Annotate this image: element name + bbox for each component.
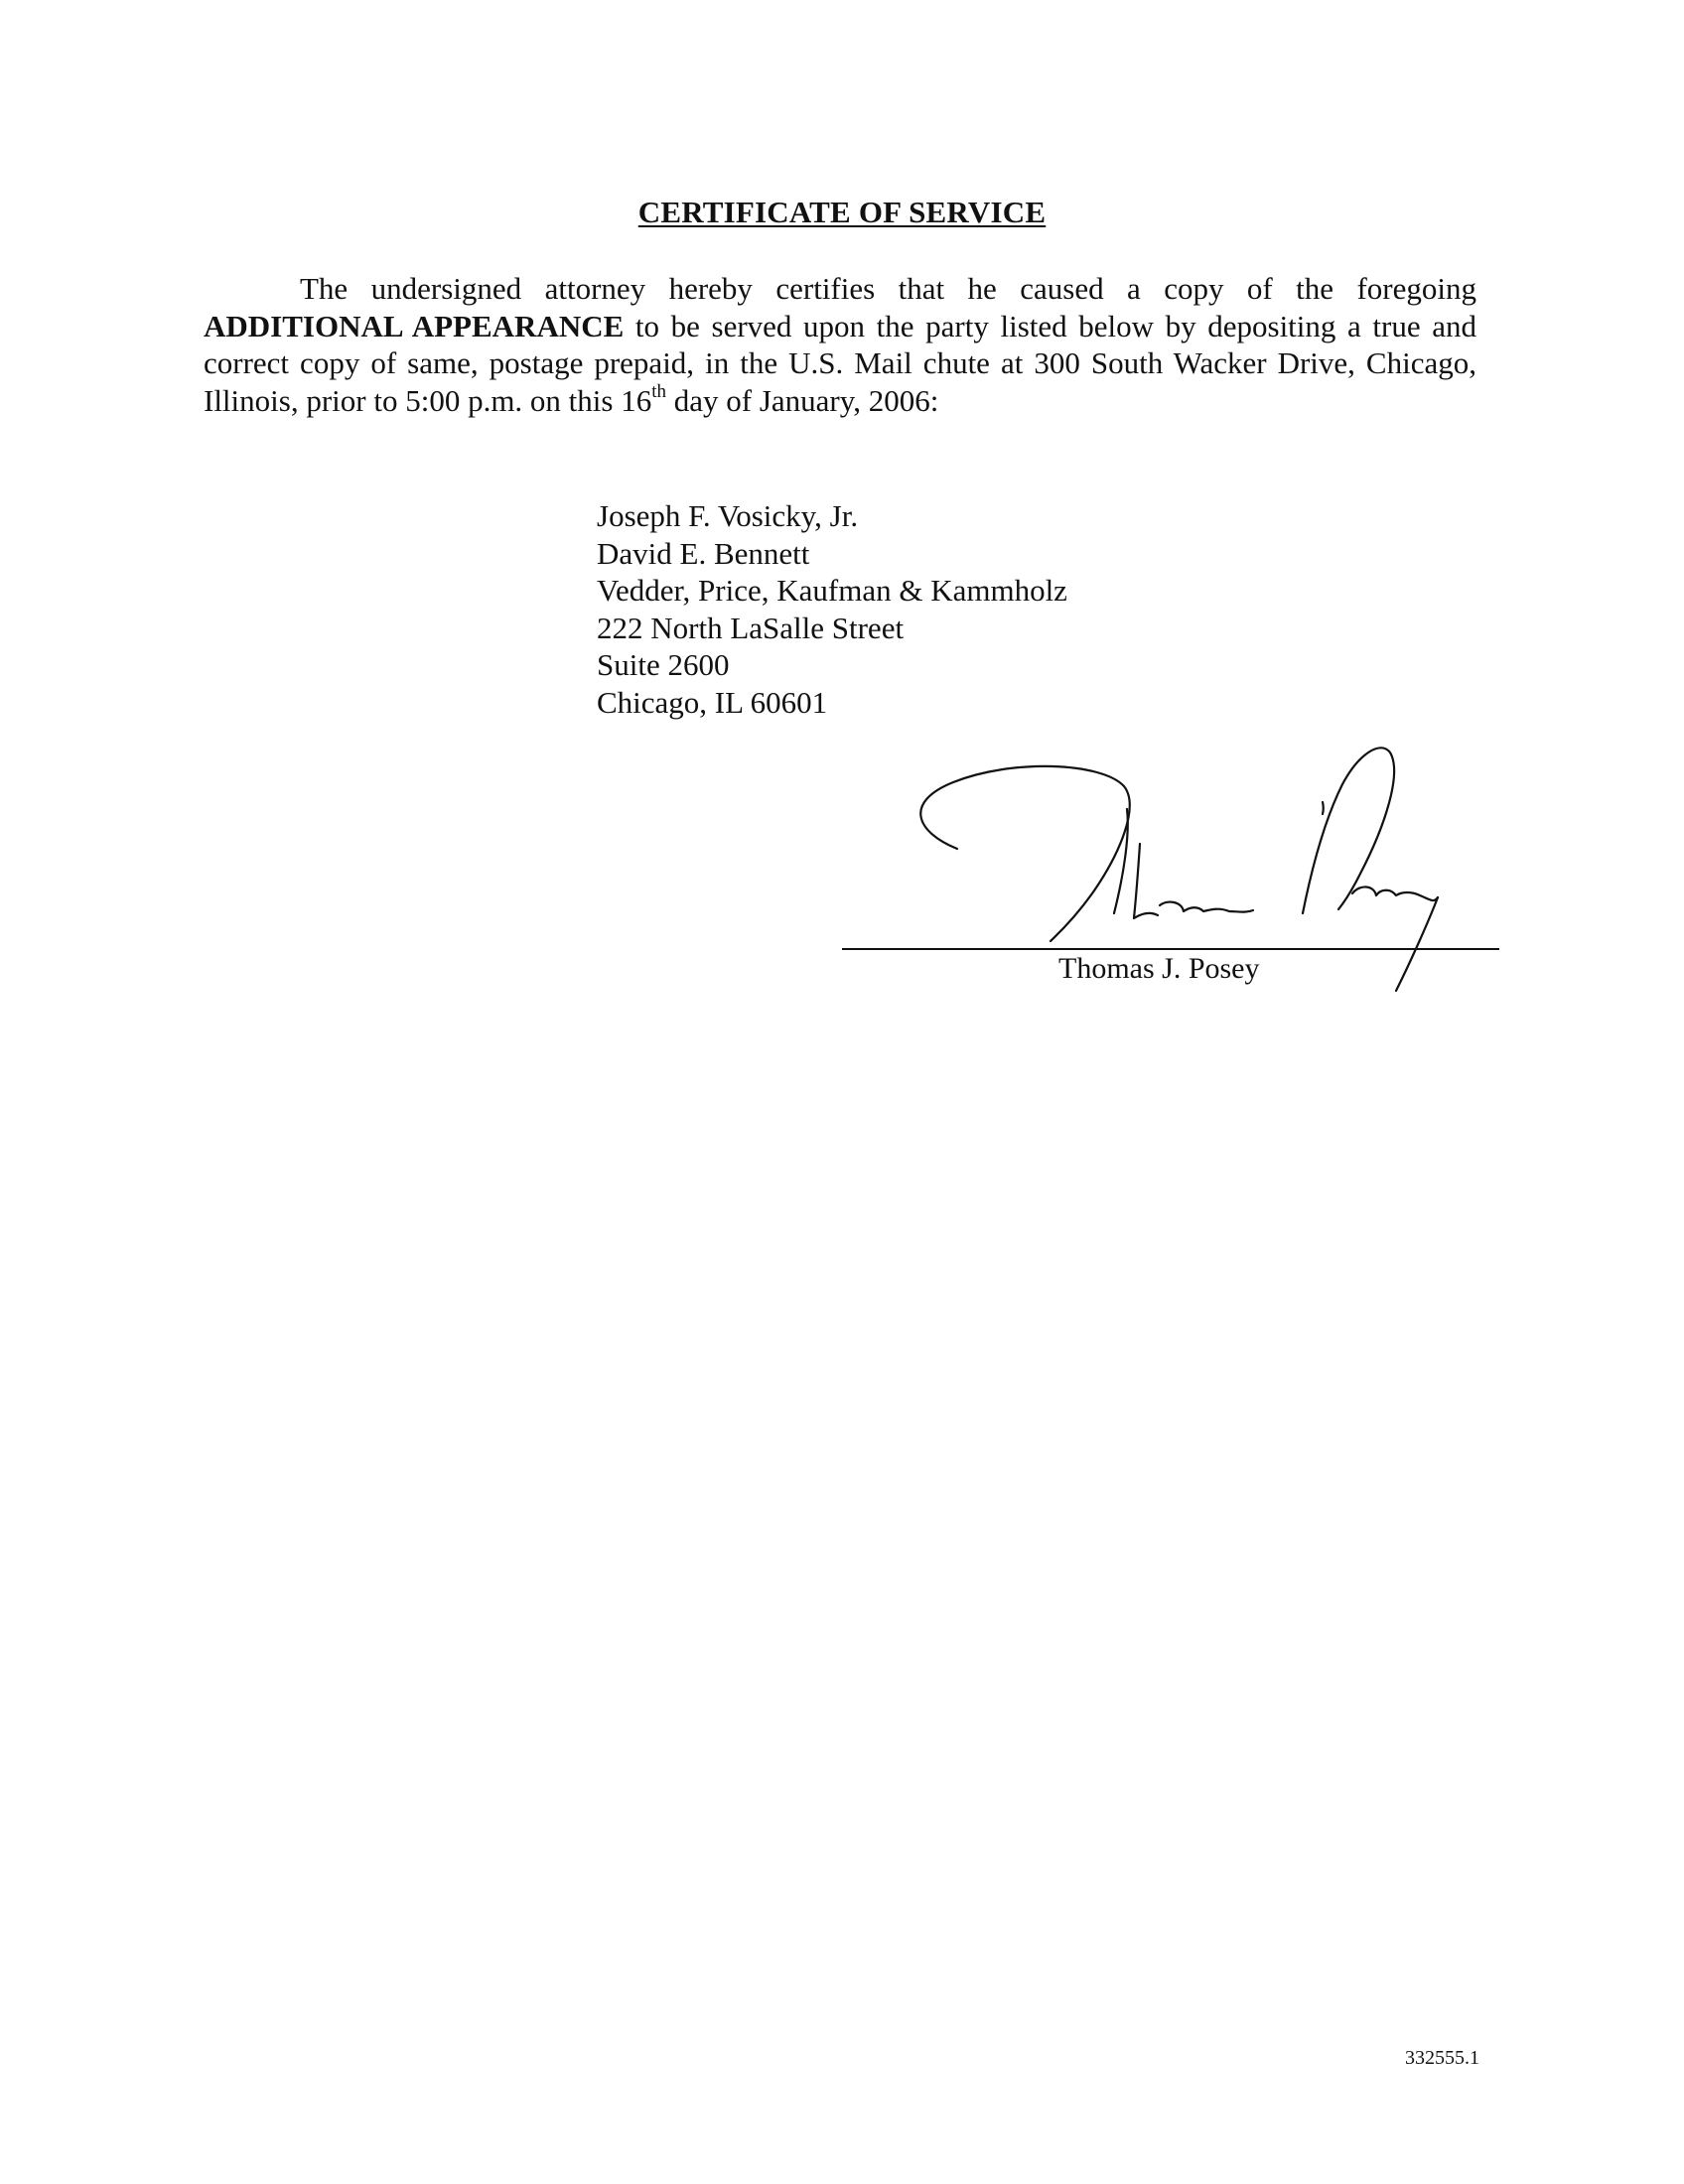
paragraph-text-part2: to be served upon the party listed below by depositing a true and correct copy of same, postage prepaid, in the U.S. Mail chute at 300 South Wacker Drive, Chicago, Illinois, prior to 5:00 p.m. on this 16 xyxy=(204,308,1476,418)
addressee-line: Vedder, Price, Kaufman & Kammholz xyxy=(597,573,1067,608)
addressee-line: Chicago, IL 60601 xyxy=(597,684,828,720)
ordinal-suffix: th xyxy=(651,381,667,403)
addressee-line: Joseph F. Vosicky, Jr. xyxy=(597,498,859,533)
paragraph-text-part3: day of January, 2006: xyxy=(666,382,939,418)
addressee-line: 222 North LaSalle Street xyxy=(597,610,905,645)
signer-name: Thomas J. Posey xyxy=(1058,952,1260,985)
addressee-line: David E. Bennett xyxy=(597,535,810,571)
addressee-line: Suite 2600 xyxy=(597,647,730,682)
addressee-block xyxy=(597,497,1067,721)
paragraph-text-part1: The undersigned attorney hereby certifies that he caused a copy of the foregoing xyxy=(300,271,1476,306)
certificate-title: CERTIFICATE OF SERVICE xyxy=(637,195,1047,229)
document-number: 332555.1 xyxy=(1405,2047,1479,2069)
certification-paragraph xyxy=(204,270,1476,419)
document-name-bold: ADDITIONAL APPEARANCE xyxy=(204,308,625,343)
